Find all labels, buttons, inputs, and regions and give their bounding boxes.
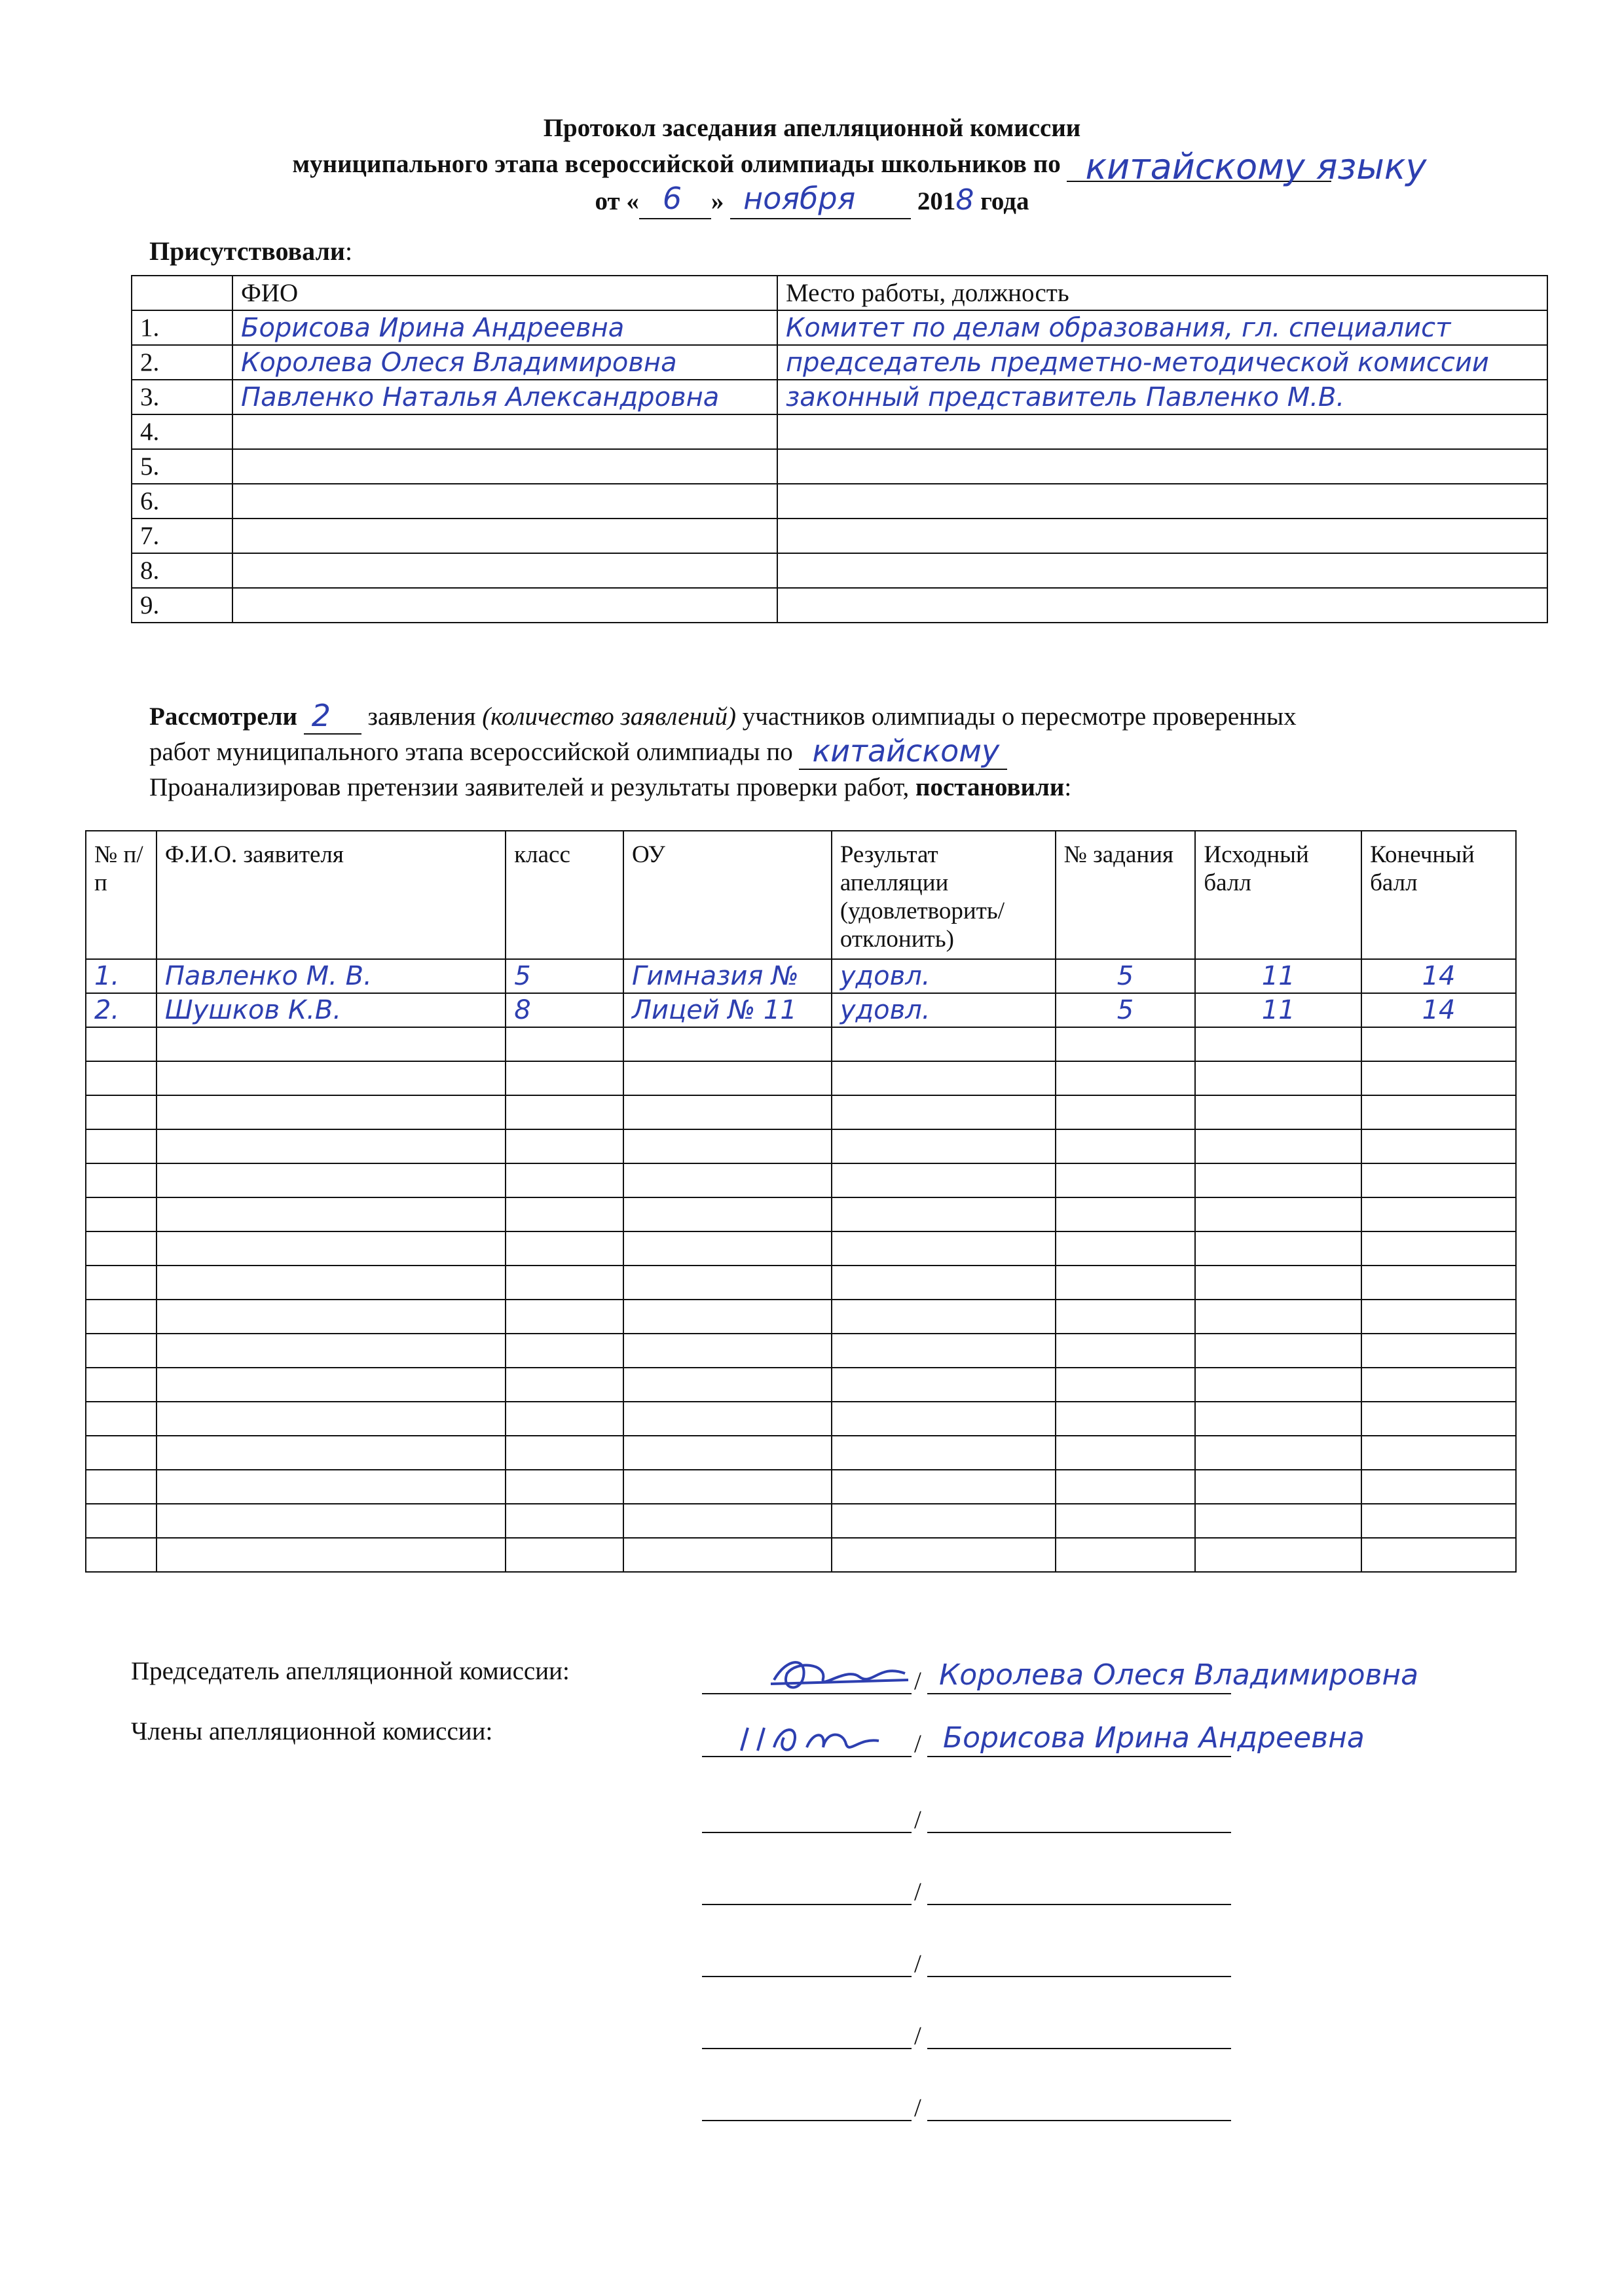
member-1-slash: /: [914, 1730, 921, 1758]
chair-signature-line[interactable]: [702, 1658, 1419, 1695]
count-handwritten: 2: [311, 698, 331, 733]
attendee-row: [132, 310, 1547, 345]
member-2-signature-blank[interactable]: [702, 1806, 912, 1833]
appeal-result-cell[interactable]: [832, 1061, 1056, 1095]
attendee-fio: Королева Олеся Владимировна: [241, 347, 677, 378]
appeal-initial-score-cell[interactable]: [1195, 1061, 1361, 1095]
appeal-grade-cell[interactable]: [506, 1266, 623, 1300]
appeal-number-cell[interactable]: [86, 1538, 157, 1572]
appeal-initial-score-cell[interactable]: [1195, 1027, 1361, 1061]
appeal-task-cell[interactable]: [1056, 959, 1196, 993]
member-3-signature-blank[interactable]: [702, 1878, 912, 1905]
appeal-number-cell[interactable]: [86, 1368, 157, 1402]
appeal-result-cell[interactable]: [832, 1470, 1056, 1504]
year-handwritten: 8: [955, 183, 974, 217]
appeal-row: [86, 1163, 1516, 1197]
day-blank[interactable]: [639, 181, 711, 219]
attendee-fio-cell[interactable]: [232, 345, 777, 380]
considered-text-2: участников олимпиады о пересмотре проверенных: [742, 702, 1297, 731]
attendee-row: [132, 519, 1547, 553]
attendee-row: [132, 380, 1547, 414]
appeal-task-cell[interactable]: [1056, 1197, 1196, 1231]
appeal-school-cell[interactable]: [623, 1402, 832, 1436]
decided-label: постановили: [915, 773, 1065, 801]
appeal-result-cell[interactable]: [832, 1095, 1056, 1129]
attendee-row: [132, 345, 1547, 380]
appeal-number-cell[interactable]: [86, 1334, 157, 1368]
attendee-fio-cell[interactable]: [232, 310, 777, 345]
appeal-school-cell[interactable]: [623, 1300, 832, 1334]
attendee-fio-cell[interactable]: [232, 380, 777, 414]
attendee-row: [132, 449, 1547, 484]
appeal-grade-cell[interactable]: [506, 1197, 623, 1231]
appeal-task-cell[interactable]: [1056, 1027, 1196, 1061]
appeal-row: [86, 993, 1516, 1027]
month-handwritten: ноября: [743, 181, 856, 216]
attendee-work-cell[interactable]: [777, 484, 1547, 519]
appeal-school-cell[interactable]: [623, 993, 832, 1027]
appeal-task-cell[interactable]: [1056, 1061, 1196, 1095]
appeal-applicant-cell[interactable]: [157, 1095, 506, 1129]
appeal-final-score-cell[interactable]: [1361, 1163, 1516, 1197]
appeal-row: [86, 1368, 1516, 1402]
attendees-work-header: Место работы, должность: [777, 276, 1547, 310]
member-4-signature-blank[interactable]: [702, 1950, 912, 1977]
appeal-applicant: Шушков К.В.: [164, 995, 342, 1025]
appeal-row: [86, 1504, 1516, 1538]
appeal-grade-cell[interactable]: [506, 1334, 623, 1368]
appeal-school-cell[interactable]: [623, 1061, 832, 1095]
attendees-label: Присутствовали:: [149, 236, 353, 266]
appeal-final-score-cell[interactable]: [1361, 1266, 1516, 1300]
attendee-number: 3.: [132, 380, 232, 414]
attendee-row: [132, 553, 1547, 588]
appeal-initial-score-cell[interactable]: [1195, 1197, 1361, 1231]
appeal-task: 5: [1116, 961, 1134, 991]
appeal-task-cell[interactable]: [1056, 1504, 1196, 1538]
appeal-row: [86, 1436, 1516, 1470]
appeal-school-cell[interactable]: [623, 1095, 832, 1129]
member-signature-line-3[interactable]: [702, 1874, 1231, 1905]
appeal-grade-cell[interactable]: [506, 1095, 623, 1129]
appeal-grade-cell[interactable]: [506, 1061, 623, 1095]
appeal-school-cell[interactable]: [623, 1266, 832, 1300]
appeal-number-cell[interactable]: [86, 1095, 157, 1129]
col-num-header: № п/п: [86, 831, 157, 959]
appeal-initial-score-cell[interactable]: [1195, 1163, 1361, 1197]
appeal-school-cell[interactable]: [623, 1504, 832, 1538]
day-handwritten: 6: [662, 181, 682, 216]
member-5-name-blank[interactable]: [927, 2022, 1231, 2049]
attendee-fio-cell[interactable]: [232, 484, 777, 519]
chair-name-handwritten: Королева Олеся Владимировна: [939, 1658, 1419, 1692]
appeal-final-score-cell[interactable]: [1361, 1504, 1516, 1538]
appeal-task-cell[interactable]: [1056, 1300, 1196, 1334]
appeal-grade-cell[interactable]: [506, 1027, 623, 1061]
appeal-result-cell[interactable]: [832, 1436, 1056, 1470]
appeal-school-cell[interactable]: [623, 959, 832, 993]
considered-text-3: работ муниципального этапа всероссийской олимпиады по: [149, 738, 793, 766]
appeal-task-cell[interactable]: [1056, 1334, 1196, 1368]
attendees-table: [131, 275, 1548, 623]
appeal-applicant-cell[interactable]: [157, 1538, 506, 1572]
attendee-fio-cell[interactable]: [232, 519, 777, 553]
appeal-task-cell[interactable]: [1056, 1266, 1196, 1300]
appeal-initial-score-cell[interactable]: [1195, 959, 1361, 993]
attendee-work-cell[interactable]: [777, 449, 1547, 484]
appeal-result-cell[interactable]: [832, 1266, 1056, 1300]
appeal-row: [86, 1129, 1516, 1163]
attendee-fio-cell[interactable]: [232, 553, 777, 588]
appeal-applicant-cell[interactable]: [157, 1197, 506, 1231]
appeal-grade-cell[interactable]: [506, 1368, 623, 1402]
attendee-fio-cell[interactable]: [232, 449, 777, 484]
col-result-header: Результат апелляции (удовлетворить/ отклонить): [832, 831, 1056, 959]
appeal-grade: 8: [514, 995, 531, 1025]
subject-handwritten: китайскому языку: [1085, 146, 1427, 187]
member-signature-line-2[interactable]: [702, 1802, 1231, 1833]
considered-subject-handwritten: китайскому: [812, 733, 1000, 769]
title-line-1: Протокол заседания апелляционной комиссии: [543, 114, 1081, 142]
appeal-number-cell[interactable]: [86, 1470, 157, 1504]
appeal-initial-score-cell[interactable]: [1195, 1402, 1361, 1436]
attendee-work-cell[interactable]: [777, 414, 1547, 449]
appeal-initial-score: 11: [1261, 995, 1295, 1025]
appeal-applicant-cell[interactable]: [157, 1231, 506, 1266]
attendee-work-cell[interactable]: [777, 345, 1547, 380]
attendee-work: законный представитель Павленко М.В.: [786, 382, 1345, 412]
attendee-row: [132, 588, 1547, 623]
considered-text-4: Проанализировав претензии заявителей и результаты проверки работ,: [149, 773, 910, 801]
attendee-work-cell[interactable]: [777, 519, 1547, 553]
considered-label: Рассмотрели: [149, 702, 297, 731]
appeal-number-cell[interactable]: [86, 1061, 157, 1095]
date-prefix: от «: [595, 187, 639, 215]
appeal-applicant-cell[interactable]: [157, 1470, 506, 1504]
appeal-task-cell[interactable]: [1056, 993, 1196, 1027]
count-blank[interactable]: [304, 698, 361, 735]
appeal-final-score-cell[interactable]: [1361, 1538, 1516, 1572]
member-signature-line-4[interactable]: [702, 1946, 1231, 1977]
appeal-grade-cell[interactable]: [506, 1538, 623, 1572]
member-2-slash: /: [914, 1806, 921, 1834]
appeal-initial-score: 11: [1261, 961, 1295, 991]
appeal-row: [86, 1470, 1516, 1504]
col-initial-score-header: Исходный балл: [1195, 831, 1361, 959]
appeal-result-cell[interactable]: [832, 1402, 1056, 1436]
appeal-number: 1.: [94, 961, 120, 991]
appeal-grade-cell[interactable]: [506, 1402, 623, 1436]
appeal-number-cell[interactable]: [86, 1436, 157, 1470]
considered-text-1: заявления: [367, 702, 476, 731]
appeals-table: [85, 830, 1517, 1573]
appeal-applicant-cell[interactable]: [157, 1436, 506, 1470]
appeal-applicant-cell[interactable]: [157, 1368, 506, 1402]
appeal-grade-cell[interactable]: [506, 993, 623, 1027]
appeal-grade-cell[interactable]: [506, 1231, 623, 1266]
date-mid: »: [710, 187, 724, 215]
appeal-row: [86, 959, 1516, 993]
attendee-row: [132, 484, 1547, 519]
appeal-initial-score-cell[interactable]: [1195, 1095, 1361, 1129]
appeal-result-cell[interactable]: [832, 1231, 1056, 1266]
appeal-row: [86, 1300, 1516, 1334]
appeal-school-cell[interactable]: [623, 1470, 832, 1504]
appeal-applicant: Павленко М. В.: [164, 961, 372, 991]
protocol-title: [0, 110, 1624, 219]
appeal-applicant-cell[interactable]: [157, 1334, 506, 1368]
appeal-row: [86, 1197, 1516, 1231]
member-6-name-blank[interactable]: [927, 2094, 1231, 2121]
appeal-final-score-cell[interactable]: [1361, 959, 1516, 993]
appeal-school-cell[interactable]: [623, 1027, 832, 1061]
appeal-task: 5: [1116, 995, 1134, 1025]
appeal-applicant-cell[interactable]: [157, 959, 506, 993]
appeal-task-cell[interactable]: [1056, 1436, 1196, 1470]
appeal-final-score-cell[interactable]: [1361, 1061, 1516, 1095]
considered-text-italic: (количество заявлений): [482, 702, 736, 731]
appeal-number-cell[interactable]: [86, 1197, 157, 1231]
appeal-initial-score-cell[interactable]: [1195, 1436, 1361, 1470]
appeal-number-cell[interactable]: [86, 1504, 157, 1538]
appeal-task-cell[interactable]: [1056, 1368, 1196, 1402]
attendee-fio: Павленко Наталья Александровна: [241, 382, 720, 412]
appeal-school-cell[interactable]: [623, 1163, 832, 1197]
attendee-work: председатель предметно-методической комиссии: [786, 347, 1489, 378]
appeal-result-cell[interactable]: [832, 1300, 1056, 1334]
appeal-row: [86, 1538, 1516, 1572]
attendees-header-row: [132, 276, 1547, 310]
appeal-result-cell[interactable]: [832, 993, 1056, 1027]
appeal-result-cell[interactable]: [832, 959, 1056, 993]
attendee-number: 2.: [132, 345, 232, 380]
attendee-work-cell[interactable]: [777, 380, 1547, 414]
attendee-number: 6.: [132, 484, 232, 519]
considered-subject-blank[interactable]: [799, 733, 1007, 770]
member-1-name-handwritten: Борисова Ирина Андреевна: [943, 1721, 1365, 1755]
appeal-result-cell[interactable]: [832, 1027, 1056, 1061]
attendees-fio-header: ФИО: [232, 276, 777, 310]
attendee-fio: Борисова Ирина Андреевна: [241, 312, 625, 343]
title-line-2: [0, 146, 1624, 187]
member-signature-line-1[interactable]: [702, 1721, 1365, 1758]
appeal-number-cell[interactable]: [86, 1027, 157, 1061]
appeal-final-score-cell[interactable]: [1361, 1129, 1516, 1163]
appeal-row: [86, 1231, 1516, 1266]
appeal-row: [86, 1266, 1516, 1300]
attendee-number: 7.: [132, 519, 232, 553]
appeal-school: Гимназия №: [631, 961, 799, 991]
attendee-work-cell[interactable]: [777, 310, 1547, 345]
appeal-final-score: 14: [1422, 995, 1456, 1025]
member-4-name-blank[interactable]: [927, 1950, 1231, 1977]
col-task-header: № задания: [1056, 831, 1196, 959]
appeal-school-cell[interactable]: [623, 1538, 832, 1572]
appeal-number-cell[interactable]: [86, 1266, 157, 1300]
appeal-initial-score-cell[interactable]: [1195, 1538, 1361, 1572]
col-final-score-header: Конечный балл: [1361, 831, 1516, 959]
title-line-3: [0, 182, 1624, 219]
appeal-result-cell[interactable]: [832, 1197, 1056, 1231]
appeal-number-cell[interactable]: [86, 1300, 157, 1334]
attendee-work: Комитет по делам образования, гл. специалист: [786, 312, 1451, 343]
attendees-body: [132, 310, 1547, 623]
appeal-result: удовл.: [840, 995, 931, 1025]
considered-paragraph: Рассмотрели 2 заявления (количество заявлений) участников олимпиады о пересмотре проверенных работ муниципального этапа всероссийской олимпиады по китайскому Проанализировав претензии заявителей и результаты проверки работ, постановили:: [149, 698, 1297, 801]
appeal-initial-score-cell[interactable]: [1195, 1300, 1361, 1334]
appeal-initial-score-cell[interactable]: [1195, 1504, 1361, 1538]
appeal-final-score-cell[interactable]: [1361, 1436, 1516, 1470]
appeal-grade-cell[interactable]: [506, 1504, 623, 1538]
appeal-final-score-cell[interactable]: [1361, 993, 1516, 1027]
appeal-applicant-cell[interactable]: [157, 1061, 506, 1095]
appeal-number-cell[interactable]: [86, 1231, 157, 1266]
appeal-school-cell[interactable]: [623, 1334, 832, 1368]
appeal-school-cell[interactable]: [623, 1368, 832, 1402]
appeal-result-cell[interactable]: [832, 1368, 1056, 1402]
col-grade-header: класс: [506, 831, 623, 959]
year-suffix: года: [980, 187, 1029, 215]
appeal-final-score-cell[interactable]: [1361, 1231, 1516, 1266]
member-1-signature-scribble: [728, 1718, 885, 1760]
attendee-number: 4.: [132, 414, 232, 449]
appeal-school: Лицей № 11: [631, 995, 797, 1025]
attendees-num-header: [132, 276, 232, 310]
appeal-number-cell[interactable]: [86, 1402, 157, 1436]
attendee-number: 8.: [132, 553, 232, 588]
chair-slash: /: [914, 1667, 921, 1695]
appeal-grade: 5: [514, 961, 531, 991]
member-6-signature-blank[interactable]: [702, 2094, 912, 2121]
appeal-row: [86, 1027, 1516, 1061]
appeal-number-cell[interactable]: [86, 1129, 157, 1163]
appeal-task-cell[interactable]: [1056, 1095, 1196, 1129]
appeal-task-cell[interactable]: [1056, 1538, 1196, 1572]
appeal-result-cell[interactable]: [832, 1129, 1056, 1163]
appeal-grade-cell[interactable]: [506, 1470, 623, 1504]
appeal-final-score: 14: [1422, 961, 1456, 991]
appeal-initial-score-cell[interactable]: [1195, 1368, 1361, 1402]
month-blank[interactable]: [730, 181, 911, 219]
col-applicant-header: Ф.И.О. заявителя: [157, 831, 506, 959]
appeal-task-cell[interactable]: [1056, 1231, 1196, 1266]
appeal-school-cell[interactable]: [623, 1231, 832, 1266]
appeal-final-score-cell[interactable]: [1361, 1470, 1516, 1504]
subject-blank[interactable]: [1067, 146, 1427, 187]
attendee-fio-cell[interactable]: [232, 414, 777, 449]
member-5-signature-blank[interactable]: [702, 2022, 912, 2049]
appeal-final-score-cell[interactable]: [1361, 1197, 1516, 1231]
col-school-header: ОУ: [623, 831, 832, 959]
members-label: Члены апелляционной комиссии:: [131, 1717, 493, 1745]
appeal-task-cell[interactable]: [1056, 1129, 1196, 1163]
attendee-number: 9.: [132, 588, 232, 623]
appeal-row: [86, 1402, 1516, 1436]
appeal-initial-score-cell[interactable]: [1195, 1129, 1361, 1163]
member-6-slash: /: [914, 2094, 921, 2122]
appeal-task-cell[interactable]: [1056, 1470, 1196, 1504]
appeal-result-cell[interactable]: [832, 1504, 1056, 1538]
appeal-row: [86, 1095, 1516, 1129]
appeal-applicant-cell[interactable]: [157, 1163, 506, 1197]
chair-signature-scribble: [767, 1654, 912, 1700]
appeal-result-cell[interactable]: [832, 1334, 1056, 1368]
appeal-applicant-cell[interactable]: [157, 1300, 506, 1334]
appeal-number-cell[interactable]: [86, 1163, 157, 1197]
appeal-applicant-cell[interactable]: [157, 1402, 506, 1436]
appeal-initial-score-cell[interactable]: [1195, 1470, 1361, 1504]
appeal-grade-cell[interactable]: [506, 1436, 623, 1470]
appeal-number: 2.: [94, 995, 120, 1025]
chair-label: Председатель апелляционной комиссии:: [131, 1657, 570, 1685]
appeal-number-cell[interactable]: [86, 993, 157, 1027]
appeals-body: [86, 959, 1516, 1572]
member-3-slash: /: [914, 1878, 921, 1906]
appeal-result-cell[interactable]: [832, 1163, 1056, 1197]
appeal-grade-cell[interactable]: [506, 1300, 623, 1334]
appeals-header-row: [86, 831, 1516, 959]
member-5-slash: /: [914, 2022, 921, 2050]
appeal-applicant-cell[interactable]: [157, 1266, 506, 1300]
appeal-task-cell[interactable]: [1056, 1163, 1196, 1197]
appeal-task-cell[interactable]: [1056, 1402, 1196, 1436]
member-2-name-blank[interactable]: [927, 1806, 1231, 1833]
appeal-grade-cell[interactable]: [506, 959, 623, 993]
appeal-row: [86, 1334, 1516, 1368]
appeal-final-score-cell[interactable]: [1361, 1027, 1516, 1061]
title-line-2-text: муниципального этапа всероссийской олимпиады школьников по: [292, 150, 1061, 178]
member-3-name-blank[interactable]: [927, 1878, 1231, 1905]
appeal-final-score-cell[interactable]: [1361, 1334, 1516, 1368]
attendee-work-cell[interactable]: [777, 588, 1547, 623]
appeal-initial-score-cell[interactable]: [1195, 1266, 1361, 1300]
appeal-result-cell[interactable]: [832, 1538, 1056, 1572]
appeal-row: [86, 1061, 1516, 1095]
appeal-school-cell[interactable]: [623, 1197, 832, 1231]
member-signature-line-5[interactable]: [702, 2018, 1231, 2049]
appeal-grade-cell[interactable]: [506, 1129, 623, 1163]
attendee-row: [132, 414, 1547, 449]
appeal-final-score-cell[interactable]: [1361, 1368, 1516, 1402]
attendee-fio-cell[interactable]: [232, 588, 777, 623]
member-4-slash: /: [914, 1950, 921, 1978]
appeal-school-cell[interactable]: [623, 1436, 832, 1470]
attendee-work-cell[interactable]: [777, 553, 1547, 588]
member-signature-line-6[interactable]: [702, 2090, 1231, 2121]
appeal-final-score-cell[interactable]: [1361, 1300, 1516, 1334]
appeal-grade-cell[interactable]: [506, 1163, 623, 1197]
attendee-number: 1.: [132, 310, 232, 345]
appeal-initial-score-cell[interactable]: [1195, 1334, 1361, 1368]
appeal-final-score-cell[interactable]: [1361, 1095, 1516, 1129]
appeal-result: удовл.: [840, 961, 931, 991]
attendee-number: 5.: [132, 449, 232, 484]
appeal-applicant-cell[interactable]: [157, 1027, 506, 1061]
appeal-initial-score-cell[interactable]: [1195, 993, 1361, 1027]
appeal-school-cell[interactable]: [623, 1129, 832, 1163]
appeal-applicant-cell[interactable]: [157, 1504, 506, 1538]
appeal-initial-score-cell[interactable]: [1195, 1231, 1361, 1266]
year-text: 201: [917, 187, 956, 215]
appeal-final-score-cell[interactable]: [1361, 1402, 1516, 1436]
appeal-applicant-cell[interactable]: [157, 1129, 506, 1163]
appeal-applicant-cell[interactable]: [157, 993, 506, 1027]
appeal-number-cell[interactable]: [86, 959, 157, 993]
